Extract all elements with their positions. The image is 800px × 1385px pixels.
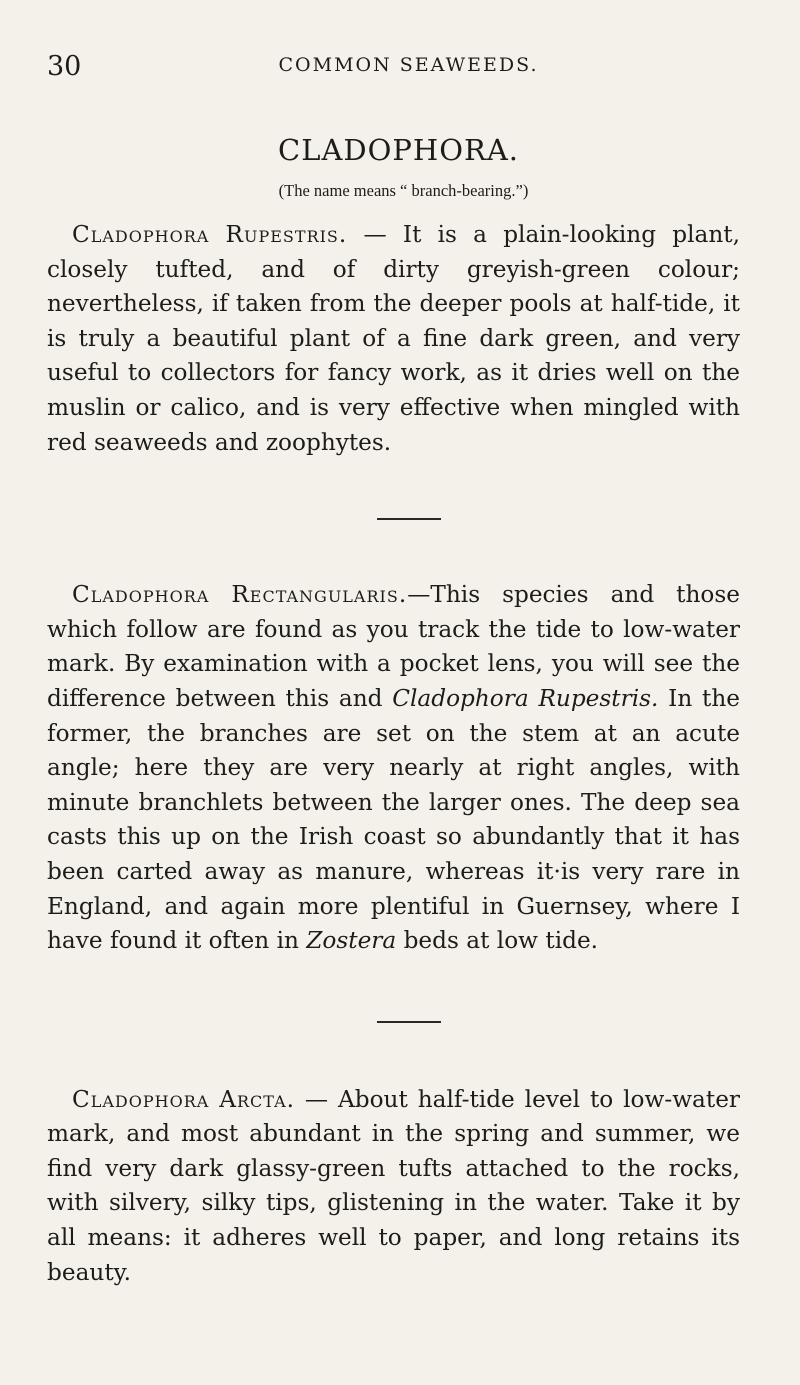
- italic-zostera: Zostera: [306, 927, 397, 955]
- page-number: 30: [47, 51, 82, 82]
- entry-rupestris: [47, 218, 740, 460]
- entry-genus: Cladophora: [72, 581, 210, 609]
- entry-rectangularis: [47, 578, 740, 959]
- entry-arcta: [47, 1083, 740, 1291]
- section-title: CLADOPHORA.: [278, 133, 519, 167]
- entry-genus: Cladophora: [72, 221, 210, 248]
- book-page: [0, 52, 800, 1385]
- section-divider: [377, 1021, 441, 1023]
- name-note: (The name means “ branch-bearing.”): [278, 181, 529, 200]
- entry-text: —This species and those which follow are found as you track the tide to low-water mark. By examination with a pocket lens, you will see the difference between this and: [47, 581, 740, 712]
- italic-species-name: Cladophora Rupestris.: [392, 684, 659, 712]
- entry-text: — About half-tide level to low-water mark, and most abundant in the spring and summer, we find very dark glassy-green tufts attached to the rocks, with silvery, silky tips, glistening in the water. Take it by all means: it adheres well to paper, and long retains its beauty.: [47, 1085, 740, 1286]
- entry-text: beds at low tide.: [396, 927, 599, 955]
- running-head: [47, 52, 740, 82]
- entry-species: Arcta.: [219, 1085, 295, 1113]
- entry-species: Rectangularis.: [231, 581, 408, 609]
- section-divider: [377, 518, 441, 520]
- entry-text: — It is a plain-looking plant, closely tufted, and of dirty greyish-green colour; nevertheless, if taken from the deeper pools at half-tide, it is truly a beautiful plant of a fine dark green, and very useful to collectors for fancy work, as it dries well on the muslin or calico, and is very effective when mingled with red seaweeds and zoophytes.: [47, 221, 740, 456]
- running-title: COMMON SEAWEEDS.: [278, 54, 539, 76]
- entry-text: In the former, the branches are set on the stem at an acute angle; here they are very nearly at right angles, with minute branchlets between the larger ones. The deep sea casts this up on the Irish coast so abundantly that it has been carted away as manure, whereas it·is very rare in England, and again more plentiful in Guernsey, where I have found it often in: [47, 684, 741, 955]
- entry-genus: Cladophora: [72, 1085, 210, 1113]
- entry-species: Rupestris.: [225, 221, 348, 248]
